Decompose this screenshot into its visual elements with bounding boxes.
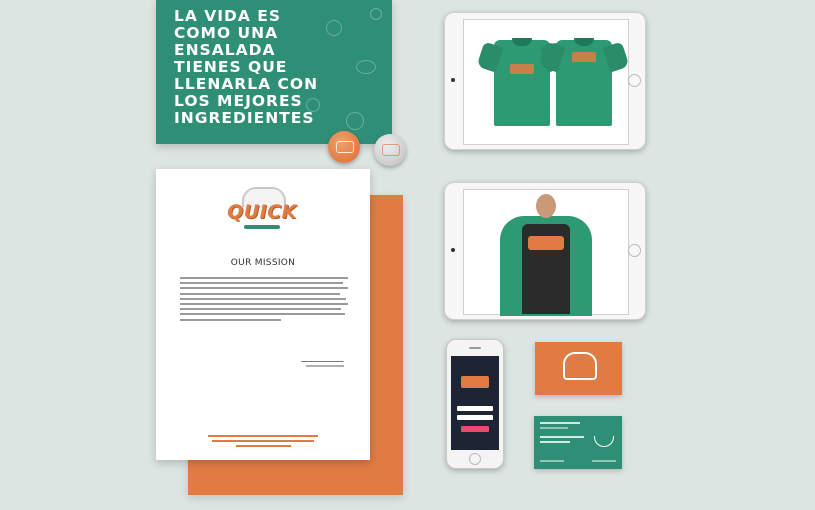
poster bbox=[156, 0, 392, 144]
poster-line: TIENES QUE bbox=[174, 58, 288, 76]
smartphone bbox=[446, 339, 504, 469]
badge-logo-icon bbox=[382, 144, 400, 156]
password-field bbox=[457, 415, 493, 420]
poster-slogan bbox=[174, 8, 392, 127]
brand-logo bbox=[226, 187, 298, 235]
sign-in-button bbox=[461, 426, 489, 432]
speaker-icon bbox=[469, 347, 481, 349]
person-head bbox=[536, 194, 556, 218]
tablet-polo-shirts bbox=[444, 12, 646, 150]
black-apron bbox=[522, 224, 570, 314]
bowl-icon bbox=[563, 352, 597, 380]
home-button-icon bbox=[628, 244, 641, 257]
poster-line: LLENARLA CON bbox=[174, 75, 319, 93]
letterhead-footer bbox=[208, 435, 318, 450]
bowl-icon bbox=[594, 436, 614, 447]
orange-pin-badge bbox=[328, 131, 360, 163]
polo-shirt-back bbox=[556, 40, 612, 126]
letterhead bbox=[156, 169, 370, 460]
grey-pin-badge bbox=[374, 134, 406, 166]
tablet-screen bbox=[463, 189, 629, 315]
poster-line: LA VIDA ES bbox=[174, 7, 282, 25]
poster-line: INGREDIENTES bbox=[174, 109, 315, 127]
logo-tagline-bar bbox=[244, 225, 280, 229]
camera-icon bbox=[451, 248, 455, 252]
business-card-back bbox=[534, 416, 622, 469]
signature-caption bbox=[306, 365, 344, 367]
tablet-screen bbox=[463, 19, 629, 145]
email-field bbox=[457, 406, 493, 411]
mission-heading: OUR MISSION bbox=[230, 258, 296, 268]
signature-mark bbox=[301, 347, 348, 362]
poster-line: ENSALADA bbox=[174, 41, 276, 59]
poster-line: COMO UNA bbox=[174, 24, 279, 42]
logo-wordmark: QUICK bbox=[227, 201, 297, 223]
tablet-apron bbox=[444, 182, 646, 320]
home-button-icon bbox=[469, 453, 481, 465]
camera-icon bbox=[451, 78, 455, 82]
business-card-front bbox=[535, 342, 622, 395]
app-logo bbox=[461, 376, 489, 388]
poster-line: LOS MEJORES bbox=[174, 92, 303, 110]
mission-body-text bbox=[180, 277, 348, 324]
phone-login-screen bbox=[451, 356, 499, 450]
badge-logo-icon bbox=[336, 141, 354, 153]
home-button-icon bbox=[628, 74, 641, 87]
apron-logo bbox=[528, 236, 564, 250]
